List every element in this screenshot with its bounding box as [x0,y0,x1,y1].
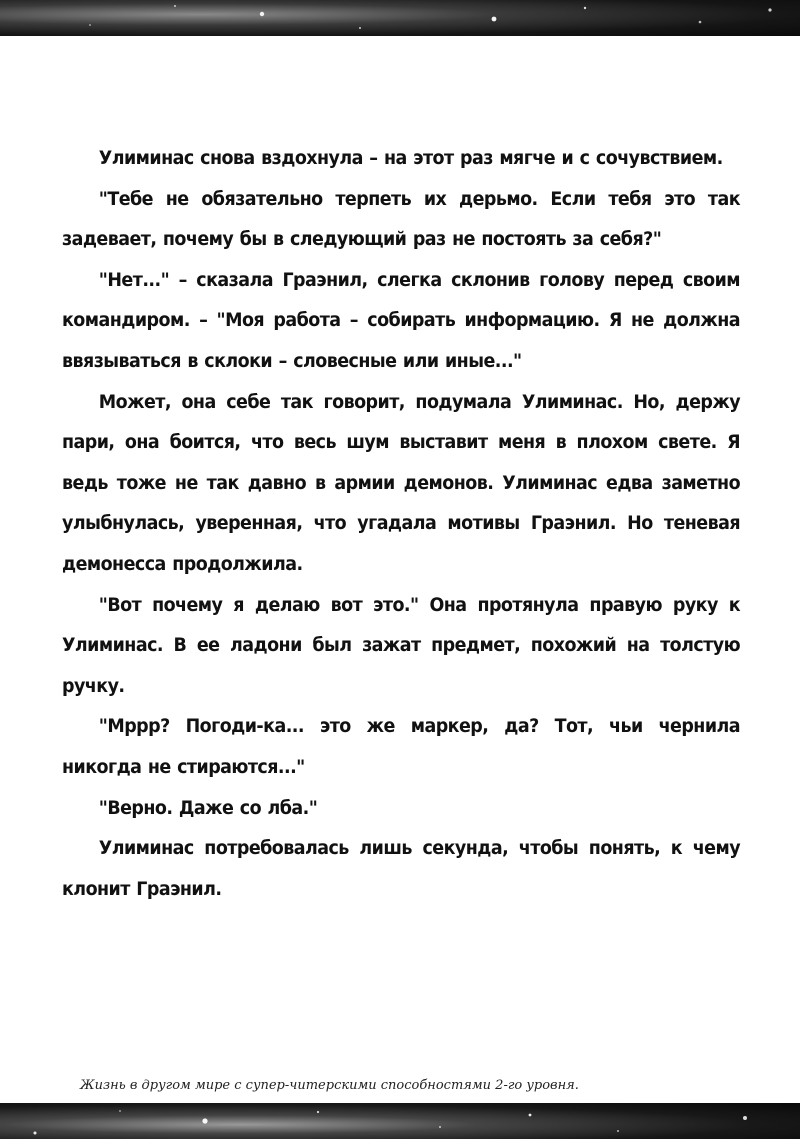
top-decorative-band [0,0,800,36]
paragraph: Может, она себе так говорит, подумала Улиминас. Но, держу пари, она боится, что весь шум выставит меня в плохом свете. Я ведь тоже не так давно в армии демонов. Улиминас едва заметно улыбнулась, уверенная, что угадала мотивы Граэнил. Но теневая демонесса продолжила. [62,390,741,575]
story-text [62,138,740,909]
paragraph: "Верно. Даже со лба." [98,796,318,819]
paragraph: Улиминас снова вздохнула – на этот раз мягче и с сочувствием. [98,147,723,169]
paragraph: Улиминас потребовалась лишь секунда, чтобы понять, к чему клонит Граэнил. [62,837,741,900]
paragraph: "Тебе не обязательно терпеть их дерьмо. Если тебя это так задевает, почему бы в следующий раз не постоять за себя?" [62,187,741,251]
starfield-top [0,0,800,36]
starfield-bottom [0,1103,800,1139]
bottom-decorative-band [0,1103,800,1139]
paragraph: "Вот почему я делаю вот это." Она протянула правую руку к Улиминас. В ее ладони был зажат предмет, похожий на толстую ручку. [62,593,741,697]
paragraph: "Нет..." – сказала Граэнил, слегка склонив голову перед своим командиром. – "Моя работа – собирать информацию. Я не должна ввязываться в склоки – словесные или иные..." [62,268,741,372]
book-title-caption: Жизнь в другом мире с супер-читерскими способностями 2-го уровня. [80,1078,579,1093]
paragraph: "Мррр? Погоди-ка... это же маркер, да? Тот, чьи чернила никогда не стираются..." [62,715,741,778]
